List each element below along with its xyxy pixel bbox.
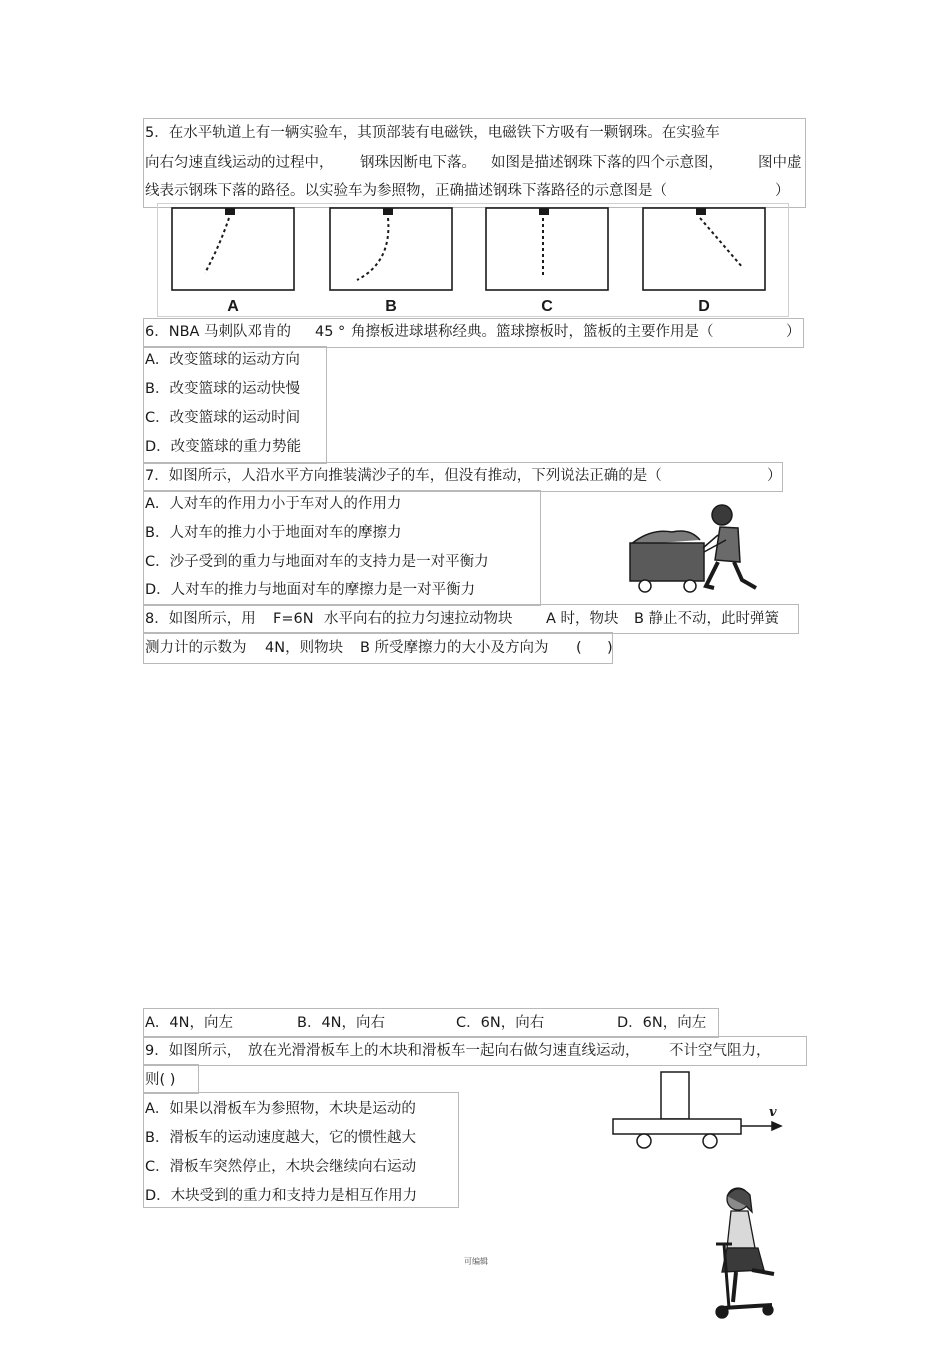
q9-option-a: A．如果以滑板车为参照物，木块是运动的: [145, 1101, 416, 1117]
q9-line1-c: 不计空气阻力，: [669, 1043, 771, 1059]
q5-line2-d: 图中虚: [758, 155, 802, 171]
scooter-front-wheel: [716, 1306, 728, 1318]
q7-stem-a: 7．如图所示，人沿水平方向推装满沙子的车，但没有推动，下列说法正确的是（: [145, 468, 662, 484]
q5-line3-b: ）: [775, 183, 790, 199]
q7-option-c: C．沙子受到的重力与地面对车的支持力是一对平衡力: [145, 554, 489, 570]
q8-line2-a: 测力计的示数为: [145, 640, 247, 656]
q8-line1-d: A 时，物块: [546, 611, 619, 627]
q8-line1-c: 水平向右的拉力匀速拉动物块: [324, 611, 513, 627]
q5-line1: 5．在水平轨道上有一辆实验车，其顶部装有电磁铁，电磁铁下方吸有一颗钢珠。在实验车: [145, 125, 720, 141]
q8-line1-a: 8．如图所示，用: [145, 611, 256, 627]
q8-option-b: B．4N，向右: [297, 1015, 386, 1031]
q8-line2-c: B 所受摩擦力的大小及方向为: [360, 640, 549, 656]
q7-option-a: A．人对车的作用力小于车对人的作用力: [145, 496, 402, 512]
q6-stem-d: ）: [786, 324, 801, 340]
q7-stem-b: ）: [767, 468, 782, 484]
q6-stem-c: 角擦板进球堪称经典。篮球擦板时，篮板的主要作用是（: [351, 324, 714, 340]
q9-line1-a: 9．如图所示，: [145, 1043, 242, 1059]
q8-line2-e: ): [607, 640, 613, 656]
q5-label-a: A: [227, 298, 239, 315]
girl-skirt: [722, 1248, 764, 1272]
q9-option-b: B．滑板车的运动速度越大，它的惯性越大: [145, 1130, 416, 1146]
scooter-rear-wheel: [763, 1305, 773, 1315]
q9-option-d: D．木块受到的重力和支持力是相互作用力: [145, 1188, 418, 1204]
q8-line1-e: B 静止不动，此时弹簧: [634, 611, 780, 627]
q8-line2-b: 4N，则物块: [265, 640, 344, 656]
q9-option-c: C．滑板车突然停止，木块会继续向右运动: [145, 1159, 417, 1175]
q9-line1-b: 放在光滑滑板车上的木块和滑板车一起向右做匀速直线运动，: [248, 1043, 640, 1059]
q9-velocity-label: v: [769, 1105, 777, 1120]
q6-stem-b: 45 °: [315, 324, 346, 340]
q8-option-a: A．4N，向左: [145, 1015, 233, 1031]
q6-option-d: D．改变篮球的重力势能: [145, 439, 302, 455]
q6-option-b: B．改变篮球的运动快慢: [145, 381, 300, 397]
q6-stem-a: 6．NBA 马刺队邓肯的: [145, 324, 292, 340]
q6-option-c: C．改变篮球的运动时间: [145, 410, 301, 426]
q8-option-d: D．6N，向左: [617, 1015, 707, 1031]
q7-option-d: D．人对车的推力与地面对车的摩擦力是一对平衡力: [145, 582, 476, 598]
q8-line2-d: (: [576, 640, 582, 656]
page-footer: 可编辑: [464, 1257, 488, 1266]
q8-line1-b: F=6N: [273, 611, 314, 627]
q8-option-c: C．6N，向右: [456, 1015, 545, 1031]
girl-torso: [727, 1211, 755, 1248]
q5-line2-a: 向右匀速直线运动的过程中，: [145, 155, 334, 171]
q9-line2: 则( ): [145, 1072, 176, 1088]
q5-line3-a: 线表示钢珠下落的路径。以实验车为参照物，正确描述钢珠下落路径的示意图是（: [145, 183, 667, 199]
girl-legs: [733, 1270, 774, 1302]
q5-line2-b: 钢珠因断电下落。: [360, 155, 476, 171]
q5-label-b: B: [385, 298, 397, 315]
q6-option-a: A．改变篮球的运动方向: [145, 352, 300, 368]
q5-line2-c: 如图是描述钢珠下落的四个示意图，: [491, 155, 723, 171]
q5-label-d: D: [698, 298, 710, 315]
q5-label-c: C: [541, 298, 553, 315]
q7-option-b: B．人对车的推力小于地面对车的摩擦力: [145, 525, 402, 541]
